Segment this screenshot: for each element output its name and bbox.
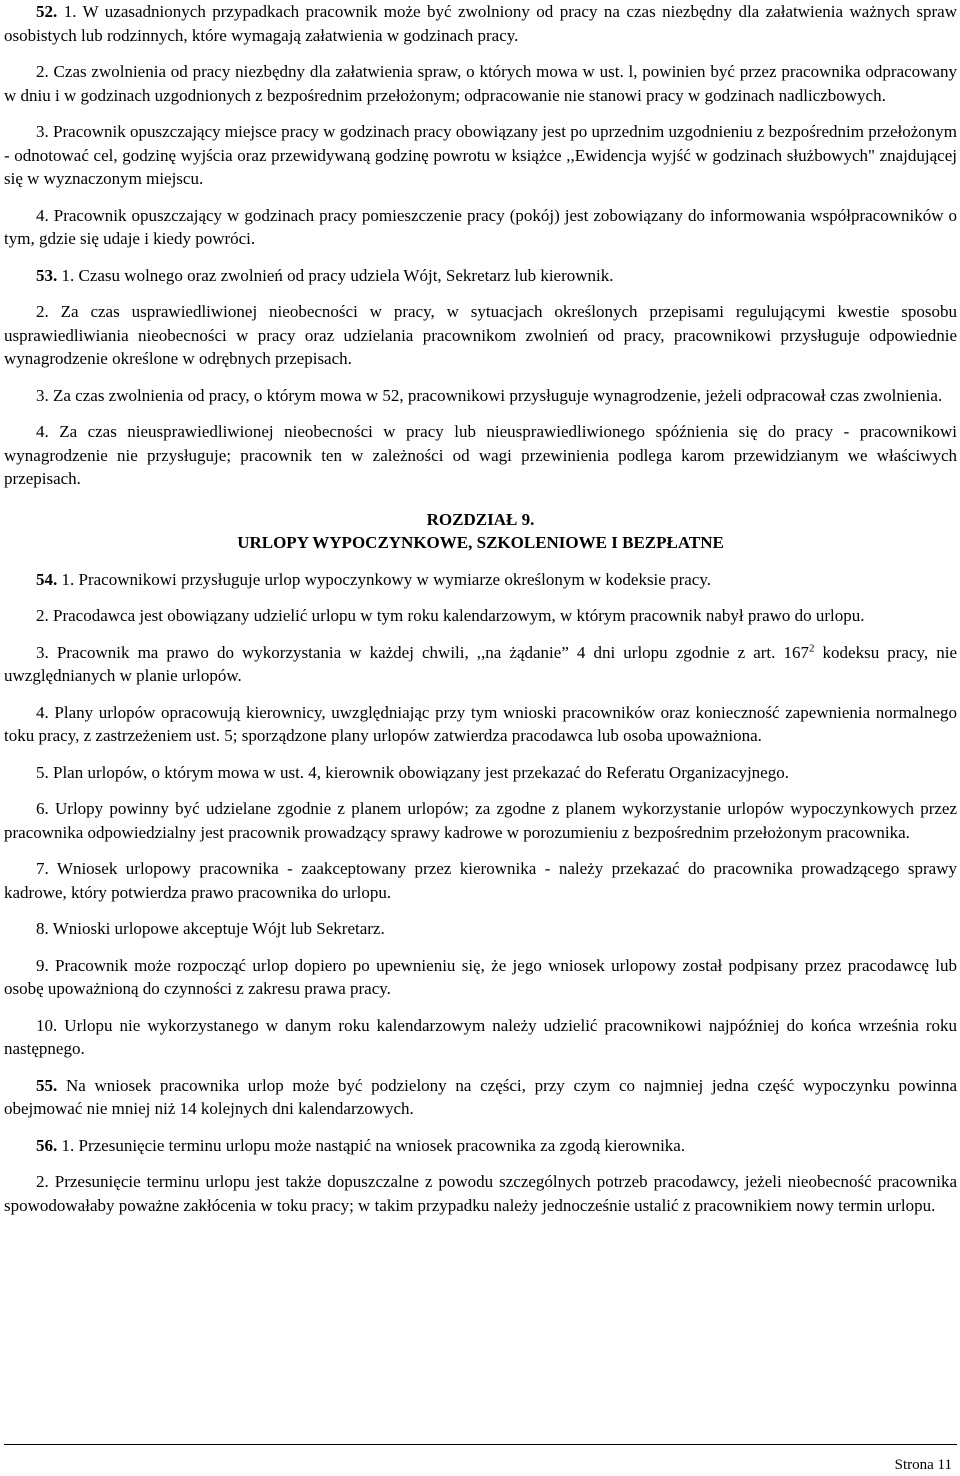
superscript: 2 [808,641,815,654]
paragraph [4,857,957,904]
paragraph [4,954,957,1001]
paragraph-text: 6. Urlopy powinny być udzielane zgodnie z planem urlopów; za zgodne z planem wykorzystanie urlopów wypoczynkowych przez pracownika odpowiedzialny jest pracownik prowadzący sprawy kadrowe w porozumieniu z bezpośrednim przełożonym pracownika. [4,799,957,842]
paragraph-text: 1. Czasu wolnego oraz zwolnień od pracy udziela Wójt, Sekretarz lub kierownik. [57,265,614,285]
paragraph [4,420,957,491]
section-number: 52. [36,2,58,21]
paragraph-text: Na wniosek pracownika urlop może być podzielony na części, przy czym co najmniej jedna część wypoczynku powinna obejmować nie mniej niż 14 kolejnych dni kalendarzowych. [4,1075,957,1118]
paragraph [4,761,957,785]
paragraph-text: 2. Czas zwolnienia od pracy niezbędny dla załatwienia spraw, o których mowa w ust. l, powinien być przez pracownika odpracowany w dniu i w godzinach uzgodnionych z bezpośrednim przełożonym; odpracowanie nie stanowi pracy w godzinach nadliczbowych. [4,62,957,105]
paragraph-text: 2. Za czas usprawiedliwionej nieobecności w pracy, w sytuacjach określonych przepisami regulującymi kwestie sposobu usprawiedliwiania nieobecności w pracy oraz udzielania pracownikom zwolnień od pracy, pracownikowi przysługuje odpowiednie wynagrodzenie określone w odrębnych przepisach. [4,302,957,368]
paragraph-text: kodeksu pracy, nie uwzględnianych w planie urlopów. [4,642,957,685]
paragraph-text: 2. Przesunięcie terminu urlopu jest także dopuszczalne z powodu szczególnych potrzeb pracodawcy, jeżeli nieobecność pracownika spowodowałaby poważne zakłócenia w toku pracy; w takim przypadku należy jednocześnie ustalić z pracownikiem nowy termin urlopu. [4,1172,957,1215]
document-page [4,0,957,1217]
section-number: 54. [36,569,58,589]
section-number: 53. [36,265,58,285]
paragraph [4,0,957,47]
paragraph-text: 5. Plan urlopów, o którym mowa w ust. 4, kierownik obowiązany jest przekazać do Referatu Organizacyjnego. [36,762,789,782]
paragraph [4,1134,957,1158]
paragraph-text: 1. Przesunięcie terminu urlopu może nastąpić na wniosek pracownika za zgodą kierownika. [57,1135,686,1155]
paragraph [4,1170,957,1217]
paragraph [4,1074,957,1121]
paragraph-text: 4. Pracownik opuszczający w godzinach pracy pomieszczenie pracy (pokój) jest zobowiązany do informowania współpracowników o tym, gdzie się udaje i kiedy powróci. [4,205,957,248]
section-number: 55. [36,1075,58,1095]
section-rules-leave [4,568,957,1218]
paragraph-text: 4. Plany urlopów opracowują kierownicy, uwzględniając przy tym wnioski pracowników oraz konieczność zapewnienia normalnego toku pracy, z zastrzeżeniem ust. 5; sporządzone plany urlopów zatwierdza pracodawca lub osoba upoważniona. [4,702,957,745]
paragraph [4,384,957,408]
footer-divider [4,1444,957,1445]
paragraph-text: 3. Pracownik opuszczający miejsce pracy w godzinach pracy obowiązany jest po uprzednim uzgodnieniu z bezpośrednim przełożonym - odnotować cel, godzinę wyjścia oraz przewidywaną godzinę powrotu w książce ,,Ewidencja wyjść w godzinach służbowych" znajdującej się w wyznaczonym miejscu. [4,122,957,188]
chapter-number: ROZDZIAŁ 9. [426,509,535,529]
section-rules-absence [4,0,957,491]
paragraph [4,604,957,628]
chapter-title: URLOPY WYPOCZYNKOWE, SZKOLENIOWE I BEZPŁATNE [237,533,724,552]
paragraph [4,60,957,107]
paragraph [4,1014,957,1061]
paragraph [4,204,957,251]
paragraph [4,300,957,371]
paragraph [4,568,957,592]
paragraph [4,264,957,288]
paragraph-text: 2. Pracodawca jest obowiązany udzielić urlopu w tym roku kalendarzowym, w którym pracownik nabył prawo do urlopu. [36,606,865,625]
page-number: Strona 11 [894,1457,952,1473]
paragraph-text: 10. Urlopu nie wykorzystanego w danym roku kalendarzowym należy udzielić pracownikowi najpóźniej do końca września roku następnego. [4,1015,957,1058]
paragraph [4,701,957,748]
paragraph [4,797,957,844]
section-number: 56. [36,1135,58,1155]
paragraph [4,120,957,191]
paragraph-text: 4. Za czas nieusprawiedliwionej nieobecności w pracy lub nieusprawiedliwionego spóźnienia się do pracy - pracownikowi wynagrodzenie nie przysługuje; pracownik ten w zależności od wagi przewinienia podlega karom przewidzianym we właściwych przepisach. [4,422,957,488]
paragraph-text: 9. Pracownik może rozpocząć urlop dopiero po upewnieniu się, że jego wniosek urlopowy został podpisany przez pracodawcę lub osobę upoważnioną do czynności z zakresu prawa pracy. [4,955,957,998]
paragraph-text: 1. W uzasadnionych przypadkach pracownik może być zwolniony od pracy na czas niezbędny dla załatwienia ważnych spraw osobistych lub rodzinnych, które wymagają załatwienia w godzinach pracy. [4,2,957,45]
paragraph [4,641,957,688]
paragraph-text: 7. Wniosek urlopowy pracownika - zaakceptowany przez kierownika - należy przekazać do pracownika prowadzącego sprawy kadrowe, który potwierdza prawo pracownika do urlopu. [4,859,957,902]
paragraph-text: 1. Pracownikowi przysługuje urlop wypoczynkowy w wymiarze określonym w kodeksie pracy. [57,569,711,589]
paragraph-text: 3. Za czas zwolnienia od pracy, o którym mowa w 52, pracownikowi przysługuje wynagrodzenie, jeżeli odpracował czas zwolnienia. [36,385,943,405]
paragraph-text: 8. Wnioski urlopowe akceptuje Wójt lub Sekretarz. [36,919,385,938]
paragraph [4,917,957,941]
paragraph-text: 3. Pracownik ma prawo do wykorzystania w każdej chwili, ,,na żądanie” 4 dni urlopu zgodnie z art. 167 [36,642,809,662]
